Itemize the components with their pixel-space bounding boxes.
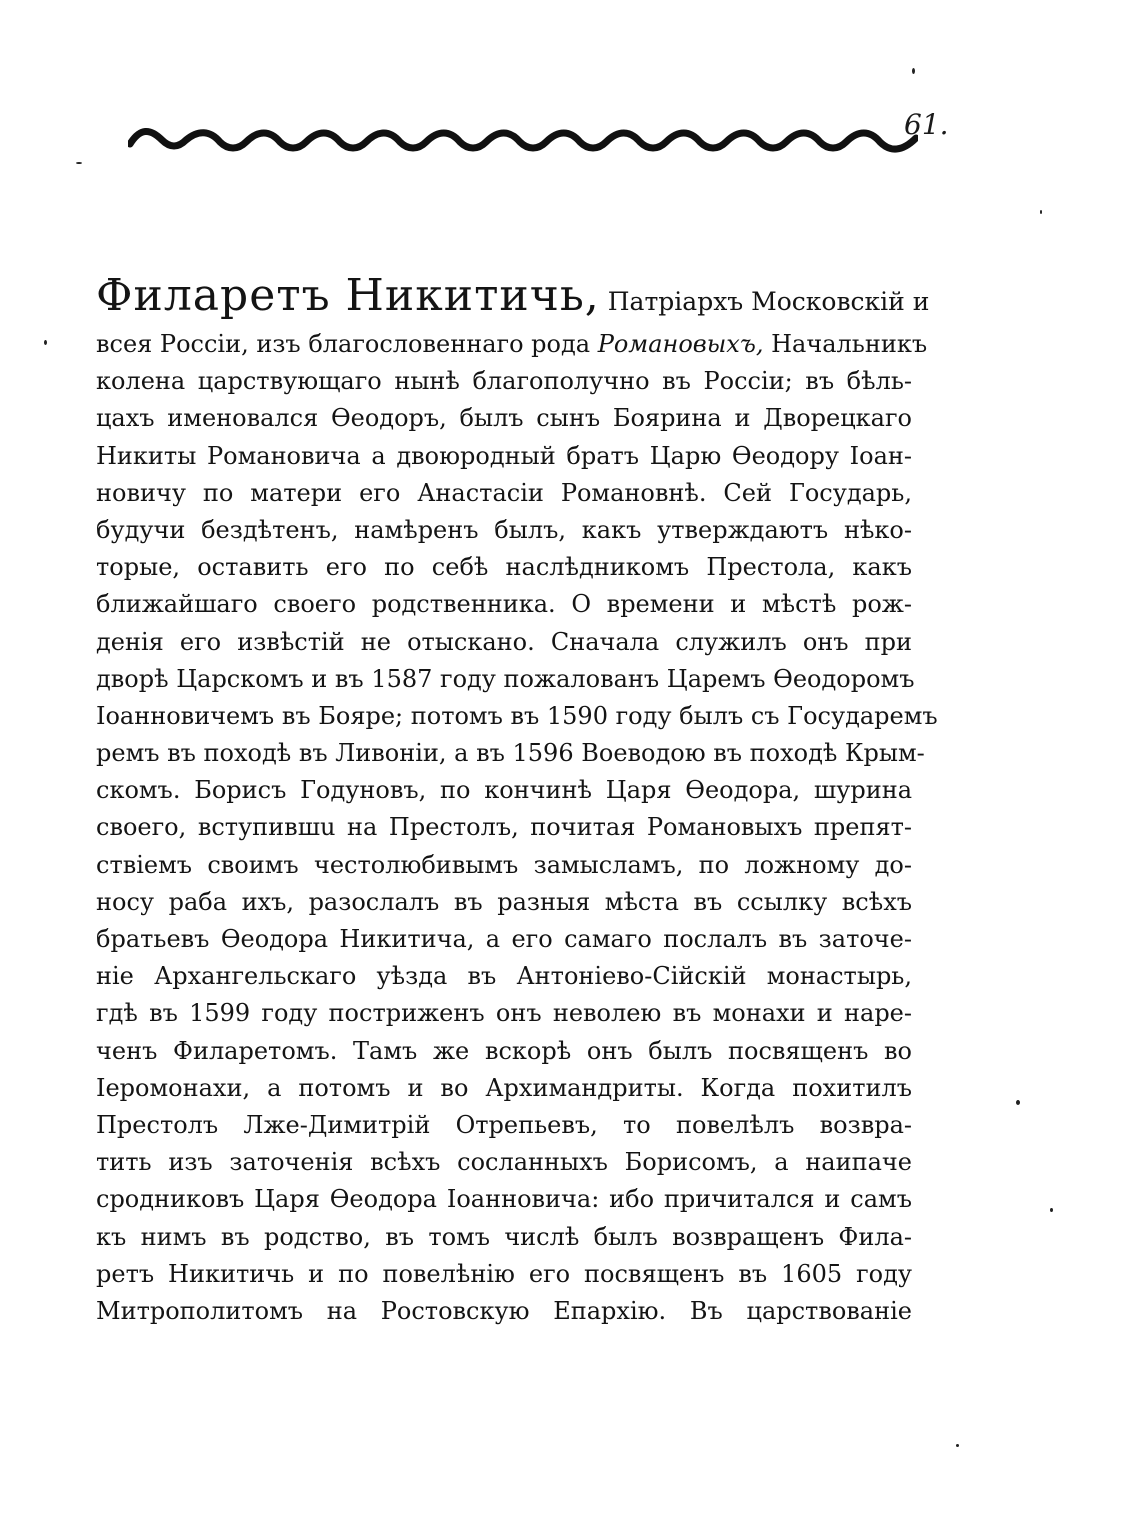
scan-speck <box>1050 1208 1053 1212</box>
entry-title-continuation: Патріархъ Московскій и <box>607 287 930 316</box>
dynasty-name: Романовыхъ, <box>597 330 764 358</box>
body-text <box>96 266 938 1330</box>
page-number: 61. <box>904 108 949 141</box>
text-line: къ нимъ въ родство, въ томъ числѣ былъ возвращенъ Фила- <box>96 1222 912 1251</box>
text-line: ремъ въ походѣ въ Ливоніи, а въ 1596 Воеводою въ походѣ Крым- <box>96 739 925 768</box>
scan-speck <box>1040 210 1042 214</box>
text-line: ретъ Никитичь и по повелѣнію его посвященъ въ 1605 году <box>96 1259 912 1288</box>
text-line: ніе Архангельскаго уѣзда въ Антоніево-Сійскій монастырь, <box>96 962 912 991</box>
scan-speck <box>912 68 915 74</box>
text-line: дворѣ Царскомъ и въ 1587 году пожалованъ Царемъ Өеодоромъ <box>96 664 915 693</box>
text-line: Іеромонахи, а потомъ и во Архимандриты. Когда похитилъ <box>96 1073 912 1102</box>
text-line: ченъ Филаретомъ. Тамъ же вскорѣ онъ былъ посвященъ во <box>96 1036 912 1065</box>
scan-speck <box>44 340 47 345</box>
scan-speck <box>76 162 82 164</box>
text-line: гдѣ въ 1599 году постриженъ онъ неволею въ монахи и наре- <box>96 999 912 1028</box>
text-line-2 <box>96 326 928 363</box>
scan-speck <box>1016 1100 1020 1105</box>
scan-speck <box>956 1444 959 1447</box>
text-line: Митрополитомъ на Ростовскую Епархію. Въ царствованіе <box>96 1296 912 1325</box>
text-line: будучи бездѣтенъ, намѣренъ былъ, какъ утверждаютъ нѣко- <box>96 515 912 544</box>
text-line: Никиты Романовича а двоюродный братъ Царю Өеодору Іоан- <box>96 441 912 470</box>
wavy-rule-path <box>130 131 916 149</box>
text-line: сродниковъ Царя Өеодора Іоанновича: ибо причитался и самъ <box>96 1185 912 1214</box>
text-line-2-start: всея Россіи, изъ благословеннаго рода <box>96 330 591 358</box>
text-line-2-end: Начальникъ <box>771 330 928 358</box>
text-line: колена царствующаго нынѣ благополучно въ Россіи; въ бѣль- <box>96 367 912 396</box>
text-line: ствіемъ своимъ честолюбивымъ замысламъ, по ложному до- <box>96 850 912 879</box>
text-line: Престолъ Лже-Димитрій Отрепьевъ, то повелѣлъ возвра- <box>96 1110 912 1139</box>
text-line: денія его извѣстій не отыскано. Сначала служилъ онъ при <box>96 627 912 656</box>
text-line-title <box>96 266 930 326</box>
text-line: тить изъ заточенія всѣхъ сосланныхъ Борисомъ, а наипаче <box>96 1148 912 1177</box>
text-line: ближайшаго своего родственника. О времени и мѣстѣ рож- <box>96 590 912 619</box>
text-line: носу раба ихъ, разослалъ въ разныя мѣста въ ссылку всѣхъ <box>96 887 912 916</box>
entry-title: Филаретъ Никитичь, <box>96 270 600 321</box>
text-line: новичу по матери его Анастасіи Романовнѣ. Сей Государь, <box>96 478 912 507</box>
wavy-rule-ornament <box>128 122 918 164</box>
text-line: скомъ. Борисъ Годуновъ, по кончинѣ Царя Өеодора, шурина <box>96 776 912 805</box>
text-line: торые, оставить его по себѣ наслѣдникомъ Престола, какъ <box>96 553 912 582</box>
text-line: братьевъ Өеодора Никитича, а его самаго послалъ въ заточе- <box>96 925 912 953</box>
text-line: своего, вступившu на Престолъ, почитая Романовыхъ препят- <box>96 813 912 842</box>
text-line: цахъ именовался Өеодоръ, былъ сынъ Боярина и Дворецкаго <box>96 404 912 433</box>
text-line: Іоанновичемъ въ Бояре; потомъ въ 1590 году былъ съ Государемъ <box>96 701 938 730</box>
